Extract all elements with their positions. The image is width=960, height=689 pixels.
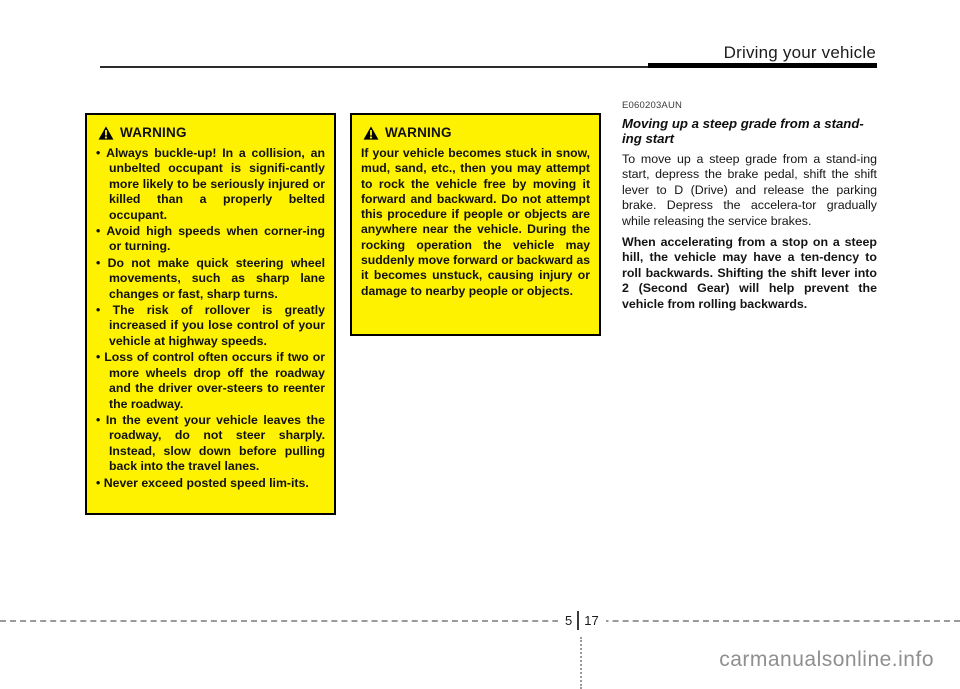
warning-list-item: • Loss of control often occurs if two or more wheels drop off the roadway and the driver over-steers to reenter the roadway. (96, 350, 325, 412)
page-section-number: 5 (565, 613, 573, 628)
watermark-text: carmanualsonline.info (719, 648, 934, 671)
header-rule-thick (648, 63, 877, 68)
warning-header (363, 125, 590, 140)
section-moving-up-steep-grade (622, 100, 877, 318)
warning-list-item: • Never exceed posted speed lim-its. (96, 476, 325, 491)
section-paragraph: To move up a steep grade from a stand-ing start, depress the brake pedal, shift the shift lever to D (Drive) and release the parking brake. Depress the accelera-tor gradually while releasing the service brakes. (622, 152, 877, 228)
page-number (558, 611, 606, 630)
warning-list-item: • In the event your vehicle leaves the roadway, do not steer sharply. Instead, slow down before pulling back into the travel lanes. (96, 413, 325, 475)
warning-list-item: • The risk of rollover is greatly increased if you lose control of your vehicle at highway speeds. (96, 303, 325, 349)
warning-triangle-icon (98, 126, 114, 140)
chapter-title: Driving your vehicle (723, 43, 876, 62)
footer-dashed-rule (0, 620, 960, 622)
warning-title: WARNING (120, 125, 187, 140)
warning-list-item: • Avoid high speeds when corner-ing or turning. (96, 224, 325, 255)
section-paragraph-bold: When accelerating from a stop on a steep hill, the vehicle may have a ten-dency to roll backwards. Shifting the shift lever into 2 (Second Gear) will help prevent the vehicle from rolling backwards. (622, 235, 877, 311)
header-rule-thin (100, 66, 648, 68)
page-number-value: 17 (584, 613, 599, 628)
footer-dotted-line (580, 637, 582, 689)
warning-list-item: • Always buckle-up! In a collision, an unbelted occupant is signifi-cantly more likely to be seriously injured or killed than a properly belted occupant. (96, 146, 325, 223)
warning-title: WARNING (385, 125, 452, 140)
warning-triangle-icon (363, 126, 379, 140)
section-code: E060203AUN (622, 100, 683, 111)
page-number-divider (577, 611, 579, 630)
section-heading: Moving up a steep grade from a stand-ing start (622, 116, 864, 146)
warning-box-rocking (350, 113, 601, 336)
warning-list (96, 146, 325, 491)
warning-list-item: • Do not make quick steering wheel movements, such as sharp lane changes or fast, sharp turns. (96, 256, 325, 302)
warning-box-rollover (85, 113, 336, 515)
warning-body-text: If your vehicle becomes stuck in snow, mud, sand, etc., then you may attempt to rock the vehicle free by moving it forward and backward. Do not attempt this procedure if people or objects are anywhere near the vehicle. During the rocking operation the vehicle may suddenly move forward or backward as it becomes unstuck, causing injury or damage to nearby people or objects. (361, 146, 590, 298)
warning-header (98, 125, 325, 140)
